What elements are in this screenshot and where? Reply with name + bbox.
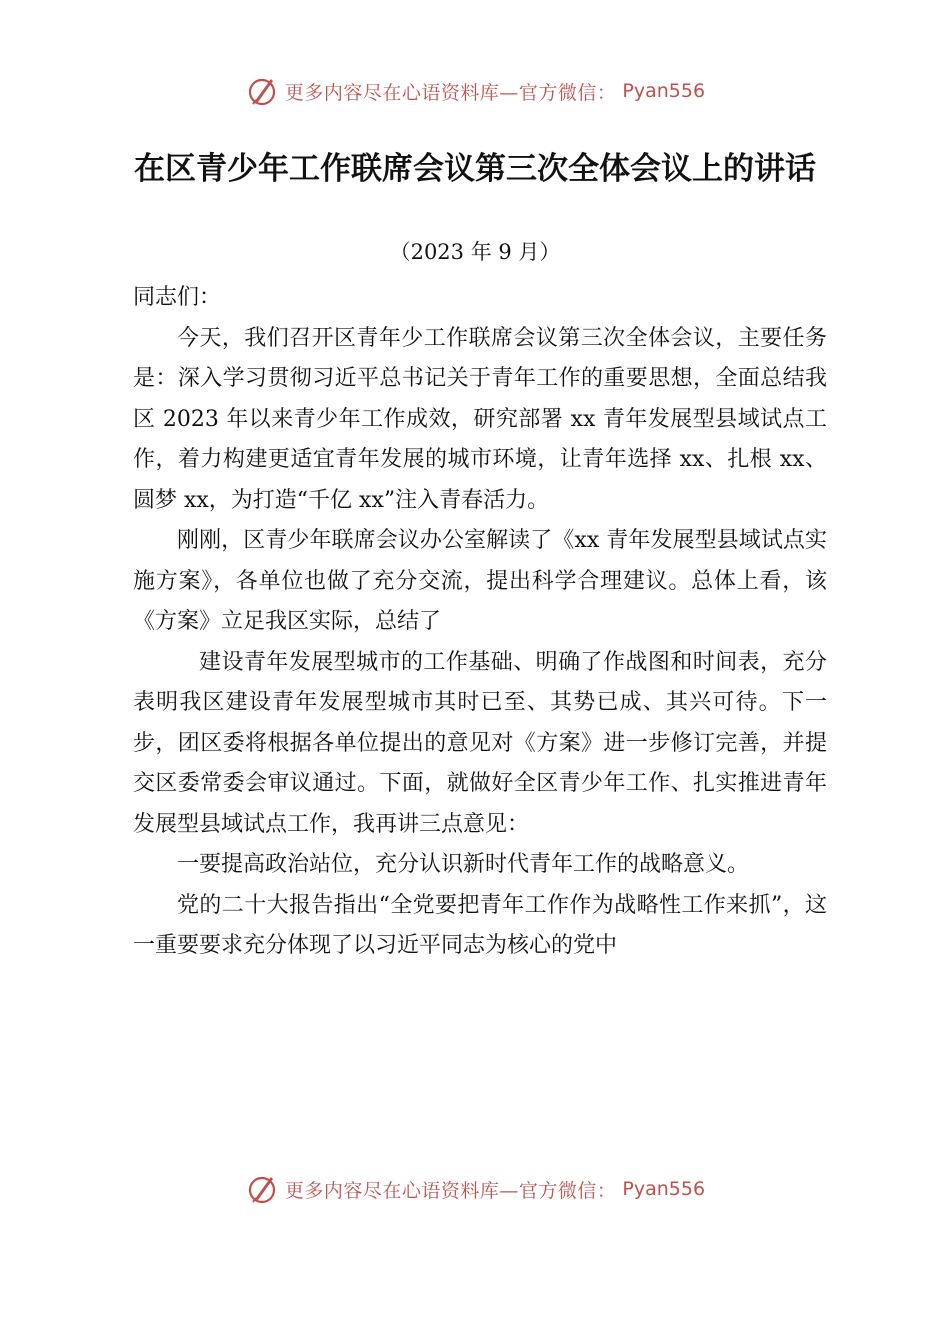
paragraph: 今天，我们召开区青年少工作联席会议第三次全体会议，主要任务是：深入学习贯彻习近平总书记关于青年工作的重要思想，全面总结我区 2023 年以来青少年工作成效，研究部署 xx 青年发展型县域试点工作，着力构建更适宜青年发展的城市环境，让青年选择 xx、扎根 xx、圆梦 xx，为打造“千亿 xx”注入青春活力。 [133, 325, 827, 513]
paragraph: 党的二十大报告指出“全党要把青年工作作为战略性工作来抓”，这一重要要求充分体现了以习近平同志为核心的党中 [133, 892, 827, 958]
document-date: （2023 年 9 月） [389, 240, 561, 264]
quill-pen-logo-icon [245, 74, 279, 108]
watermark-wechat-id: Pyan556 [622, 80, 706, 102]
watermark-text: 更多内容尽在心语资料库—官方微信： [284, 1179, 617, 1202]
footer-watermark [0, 1172, 950, 1206]
section-heading: 一要提高政治站位，充分认识新时代青年工作的战略意义。 [177, 852, 750, 877]
paragraph: 建设青年发展型城市的工作基础、明确了作战图和时间表，充分表明我区建设青年发展型城市其时已至、其势已成、其兴可待。下一步，团区委将根据各单位提出的意见对《方案》进一步修订完善，并提交区委常委会审议通过。下面，就做好全区青少年工作、扎实推进青年发展型县域试点工作，我再讲三点意见： [133, 649, 827, 837]
header-watermark [0, 74, 950, 108]
salutation: 同志们： [133, 285, 222, 310]
paragraph: 刚刚，区青少年联席会议办公室解读了《xx 青年发展型县域试点实施方案》，各单位也做了充分交流，提出科学合理建议。总体上看，该《方案》立足我区实际，总结了 [133, 528, 827, 634]
document-body [133, 278, 827, 967]
watermark-wechat-id: Pyan556 [622, 1178, 706, 1200]
document-title: 在区青少年工作联席会议第三次全体会议上的讲话 [134, 151, 816, 187]
quill-pen-logo-icon [245, 1172, 279, 1206]
watermark-text: 更多内容尽在心语资料库—官方微信： [284, 81, 617, 104]
